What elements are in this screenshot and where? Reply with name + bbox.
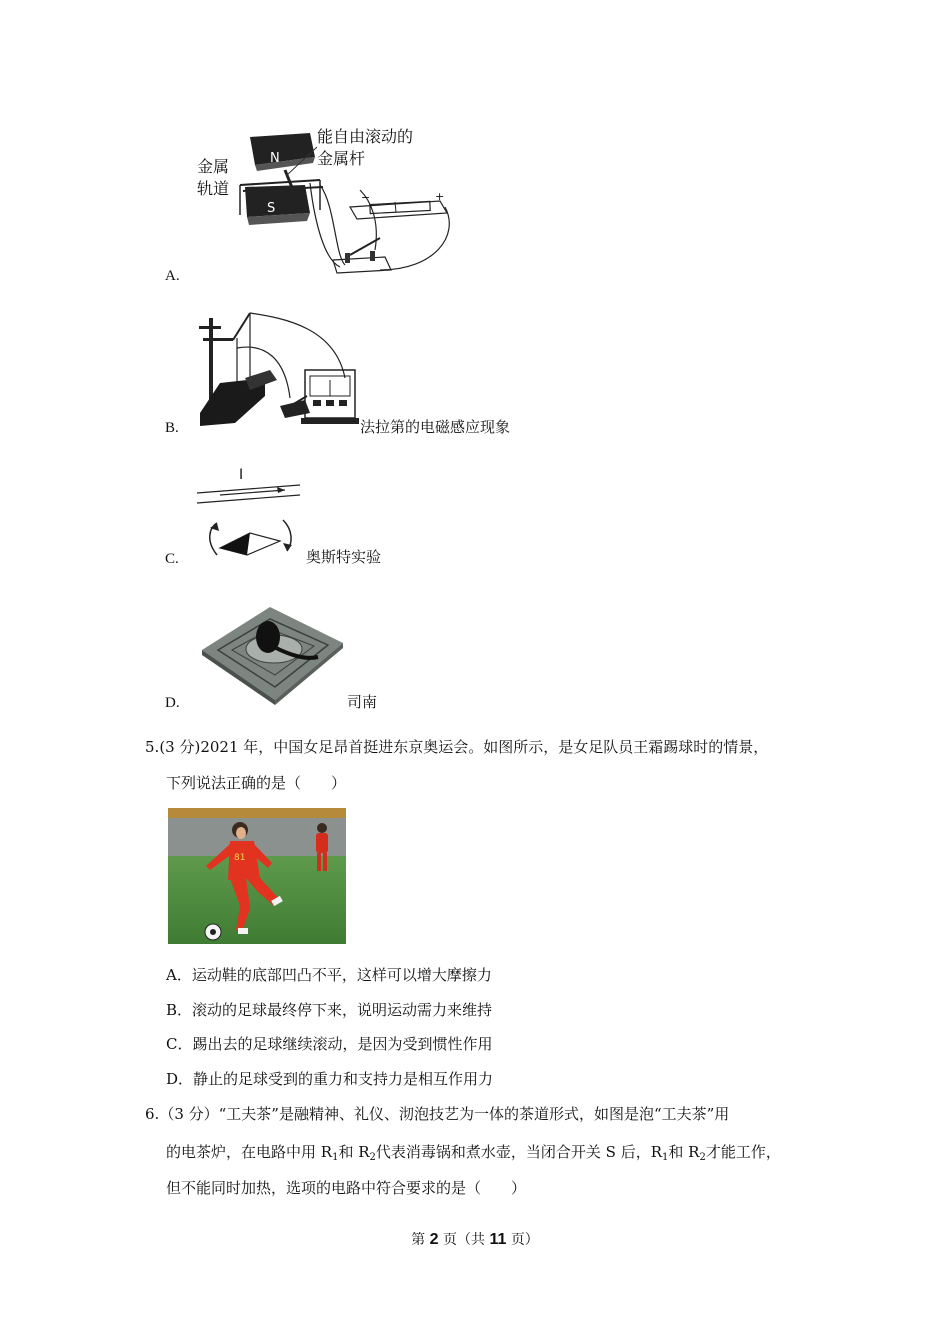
q5-option-b-letter: B． (166, 1001, 193, 1019)
q5-option-b (166, 1000, 492, 1020)
rail-label-line2: 轨道 (197, 179, 230, 198)
battery-minus-label: − (361, 191, 371, 204)
q6-line2-part-c: 代表消毒锅和煮水壶，当闭合开关 S 后，R (375, 1143, 662, 1161)
r1-subscript: 1 (332, 1152, 339, 1163)
battery-plus-label: + (435, 190, 445, 203)
r1-subscript-second: 1 (662, 1152, 669, 1163)
rail-label-line1: 金属 (197, 157, 230, 176)
footer-mid: 页（共 (442, 1232, 485, 1248)
q4-option-c-caption: 奥斯特实验 (306, 548, 382, 566)
footer-page-number: 2 (429, 1231, 439, 1248)
q6-line2 (166, 1142, 781, 1168)
q4-option-d-caption: 司南 (347, 693, 378, 711)
q5-option-d-text: 静止的足球受到的重力和支持力是相互作用力 (193, 1070, 494, 1088)
q6-score: （3 分） (159, 1105, 219, 1123)
q5-stem-line1 (145, 737, 768, 757)
q5-number: 5. (145, 738, 160, 756)
r2-subscript-second: 2 (699, 1152, 706, 1163)
rod-label-line2: 金属杆 (317, 149, 366, 168)
q5-option-a (166, 965, 492, 985)
r2-subscript: 2 (369, 1152, 376, 1163)
page-footer (0, 1229, 950, 1249)
q5-option-a-letter: A． (166, 966, 192, 984)
faraday-apparatus-drawing (195, 308, 360, 433)
q5-option-c-letter: C． (166, 1035, 193, 1053)
q5-option-b-text: 滚动的足球最终停下来，说明运动需力来维持 (192, 1001, 493, 1019)
rod-label-line1: 能自由滚动的 (317, 127, 414, 146)
figure-rail-experiment (195, 125, 455, 280)
footer-suffix: 页） (510, 1232, 539, 1248)
figure-soccer-photo (168, 808, 346, 944)
q6-line2-part-b: 和 R (338, 1143, 370, 1161)
q5-option-a-text: 运动鞋的底部凹凸不平，这样可以增大摩擦力 (191, 966, 492, 984)
q6-line1 (145, 1104, 729, 1124)
q4-option-c-letter: C. (165, 551, 179, 567)
svg-text:81: 81 (234, 853, 246, 863)
q6-number: 6. (145, 1105, 160, 1123)
q6-line1-text: “工夫茶”是融精神、礼仪、沏泡技艺为一体的茶道形式，如图是泡“工夫茶”用 (218, 1105, 730, 1123)
q6-line3: 但不能同时加热，选项的电路中符合要求的是（ ） (166, 1179, 527, 1197)
q5-option-d-letter: D． (166, 1070, 194, 1088)
q5-stem-line2: 下列说法正确的是（ ） (166, 774, 347, 792)
q4-option-b-caption: 法拉第的电磁感应现象 (360, 418, 511, 436)
north-pole-label: N (270, 151, 280, 166)
q6-line2-part-e: 才能工作， (705, 1143, 781, 1161)
q4-option-a-letter: A. (165, 268, 180, 284)
q6-line2-part-d: 和 R (668, 1143, 700, 1161)
q5-option-c (166, 1034, 493, 1054)
footer-prefix: 第 (411, 1232, 426, 1248)
figure-oersted-experiment (195, 465, 305, 560)
q5-option-c-text: 踢出去的足球继续滚动，是因为受到惯性作用 (192, 1035, 493, 1053)
q5-score: (3 分) (159, 738, 201, 756)
figure-sinan-compass (200, 605, 345, 705)
south-pole-label: S (267, 201, 276, 216)
figure-faraday-induction (195, 308, 360, 433)
q5-option-d (166, 1069, 493, 1089)
q4-option-d-letter: D. (165, 695, 180, 711)
current-label: I (239, 467, 244, 483)
oersted-drawing (195, 465, 305, 560)
soccer-photo-drawing (168, 808, 346, 944)
q6-line2-part-a: 的电茶炉，在电路中用 R (166, 1143, 333, 1161)
q4-option-b-letter: B. (165, 420, 179, 436)
footer-total-pages: 11 (489, 1231, 507, 1248)
sinan-drawing (200, 605, 345, 705)
q5-stem-text: 2021 年，中国女足昂首挺进东京奥运会。如图所示，是女足队员王霜踢球时的情景， (200, 738, 769, 756)
